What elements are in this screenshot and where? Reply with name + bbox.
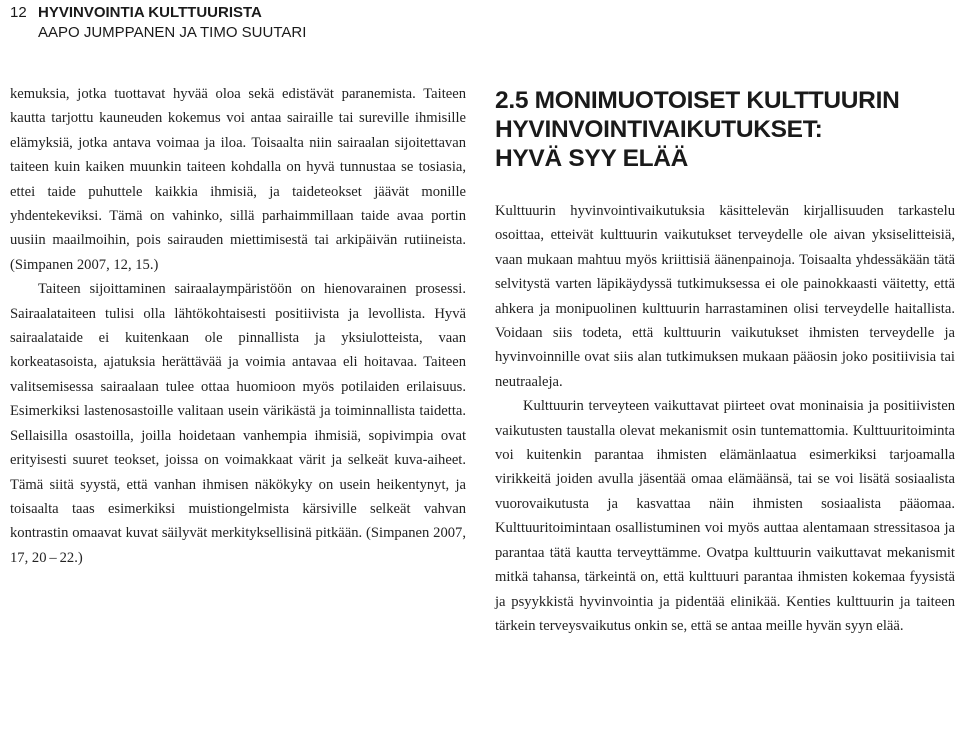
left-column (10, 82, 466, 570)
section-heading-line: HYVINVOINTIVAIKUTUKSET: (495, 116, 823, 143)
page-number: 12 (10, 4, 27, 21)
section-heading (495, 86, 935, 173)
body-paragraph: Taiteen sijoittaminen sairaalaympäristöön on hienovarainen prosessi. Sairaalataiteen tulisi olla lähtökohtaisesti positiivista ja levollista. Hyvä sairaalataide ei kuitenkaan ole pinnallista ja yksiulotteista, vaan korkeatasoista, ajatuksia herättävää ja voimia antavaa eli hoitavaa. Taiteen valitsemisessa sairaalaan tulee ottaa huomioon myös potilaiden erilaisuus. Esimerkiksi lastenosastoille valitaan usein värikästä ja toiminnallista taidetta. Sellaisilla osastoilla, joilla hoidetaan vanhempia ihmisiä, sopivimpia ovat erityisesti suuret teokset, joissa on voimakkaat värit ja selkeät kuva-aiheet. Tämä siitä syystä, että vanhan ihmisen näkökyky on usein heikentynyt, ja toisaalta taas esimerkiksi muistiongelmista kärsiville selkeät vahvan kontrastin omaavat kuvat säilyvät merkityksellisinä pitkään. (Simpanen 2007, 17, 20 – 22.) (10, 281, 466, 566)
right-column (495, 199, 955, 638)
body-paragraph: kemuksia, jotka tuottavat hyvää oloa sekä edistävät paranemista. Taiteen kautta tarjottu kauneuden kokemus voi antaa sairaille tai sureville ihmisille elämyksiä, jotka antava voimaa ja iloa. Toisaalta niin sairaalan sijoitettavan taiteen kuin kaiken muunkin taiteen kohdalla on hyvä tunnustaa se tosiasia, ettei taide puhuttele kaikkia ihmisiä, ja taideteokset jäävät monille yhdentekeviksi. Tämä on vahinko, sillä parhaimmillaan taide avaa portin uusiin maailmoihin, pois sairauden miettimisestä tai arkipäivän rutiineista. (Simpanen 2007, 12, 15.) (10, 86, 466, 273)
book-title: HYVINVOINTIA KULTTUURISTA (38, 4, 262, 21)
body-paragraph: Kulttuurin hyvinvointivaikutuksia käsittelevän kirjallisuuden tarkastelu osoittaa, etteivät kulttuurin vaikutukset terveydelle ole aivan yksiselitteisiä, vaan mukaan mahtuu myös kriittisiä äänenpainoja. Toisaalta yhdessäkään tätä selvitystä varten läpikäydyssä tutkimuksessa ei ole painokkaasti väitetty, että ahkera ja monipuolinen kulttuurin harrastaminen olisi terveydelle haitallista. Voidaan siis todeta, että kulttuurin vaikutukset ihmisten terveydelle ja hyvinvoinnille ovat siis alan tutkimuksen mukaan pääosin joko positiivisia tai neutraaleja. (495, 203, 955, 390)
section-heading-line: HYVÄ SYY ELÄÄ (495, 145, 689, 172)
section-heading-line: 2.5 MONIMUOTOISET KULTTUURIN (495, 87, 900, 114)
body-paragraph: Kulttuurin terveyteen vaikuttavat piirteet ovat moninaisia ja positiivisten vaikutusten taustalla olevat mekanismit osin tuntemattomia. Kulttuuritoiminta voi kuitenkin parantaa ihmisten elämänlaatua esimerkiksi tarjoamalla virikkeitä joiden avulla jäsentää omaa elämäänsä, tai se voi lisätä sosiaalista vuorovaikutusta ja kasvattaa näin ihmisten sosiaalista pääomaa. Kulttuuritoimintaan osallistuminen voi myös auttaa alentamaan stressitasoa ja parantaa tätä kautta terveyttämme. Ovatpa kulttuurin vaikuttavat mekanismit mitkä tahansa, tärkeintä on, että kulttuuri parantaa ihmisten kokemaa fyysistä ja psyykkistä hyvinvointia ja pidentää elinikää. Kenties kulttuurin ja taiteen tärkein terveysvaikutus onkin se, että se antaa meille hyvän syyn elää. (495, 398, 955, 634)
book-authors: AAPO JUMPPANEN JA TIMO SUUTARI (38, 24, 307, 41)
